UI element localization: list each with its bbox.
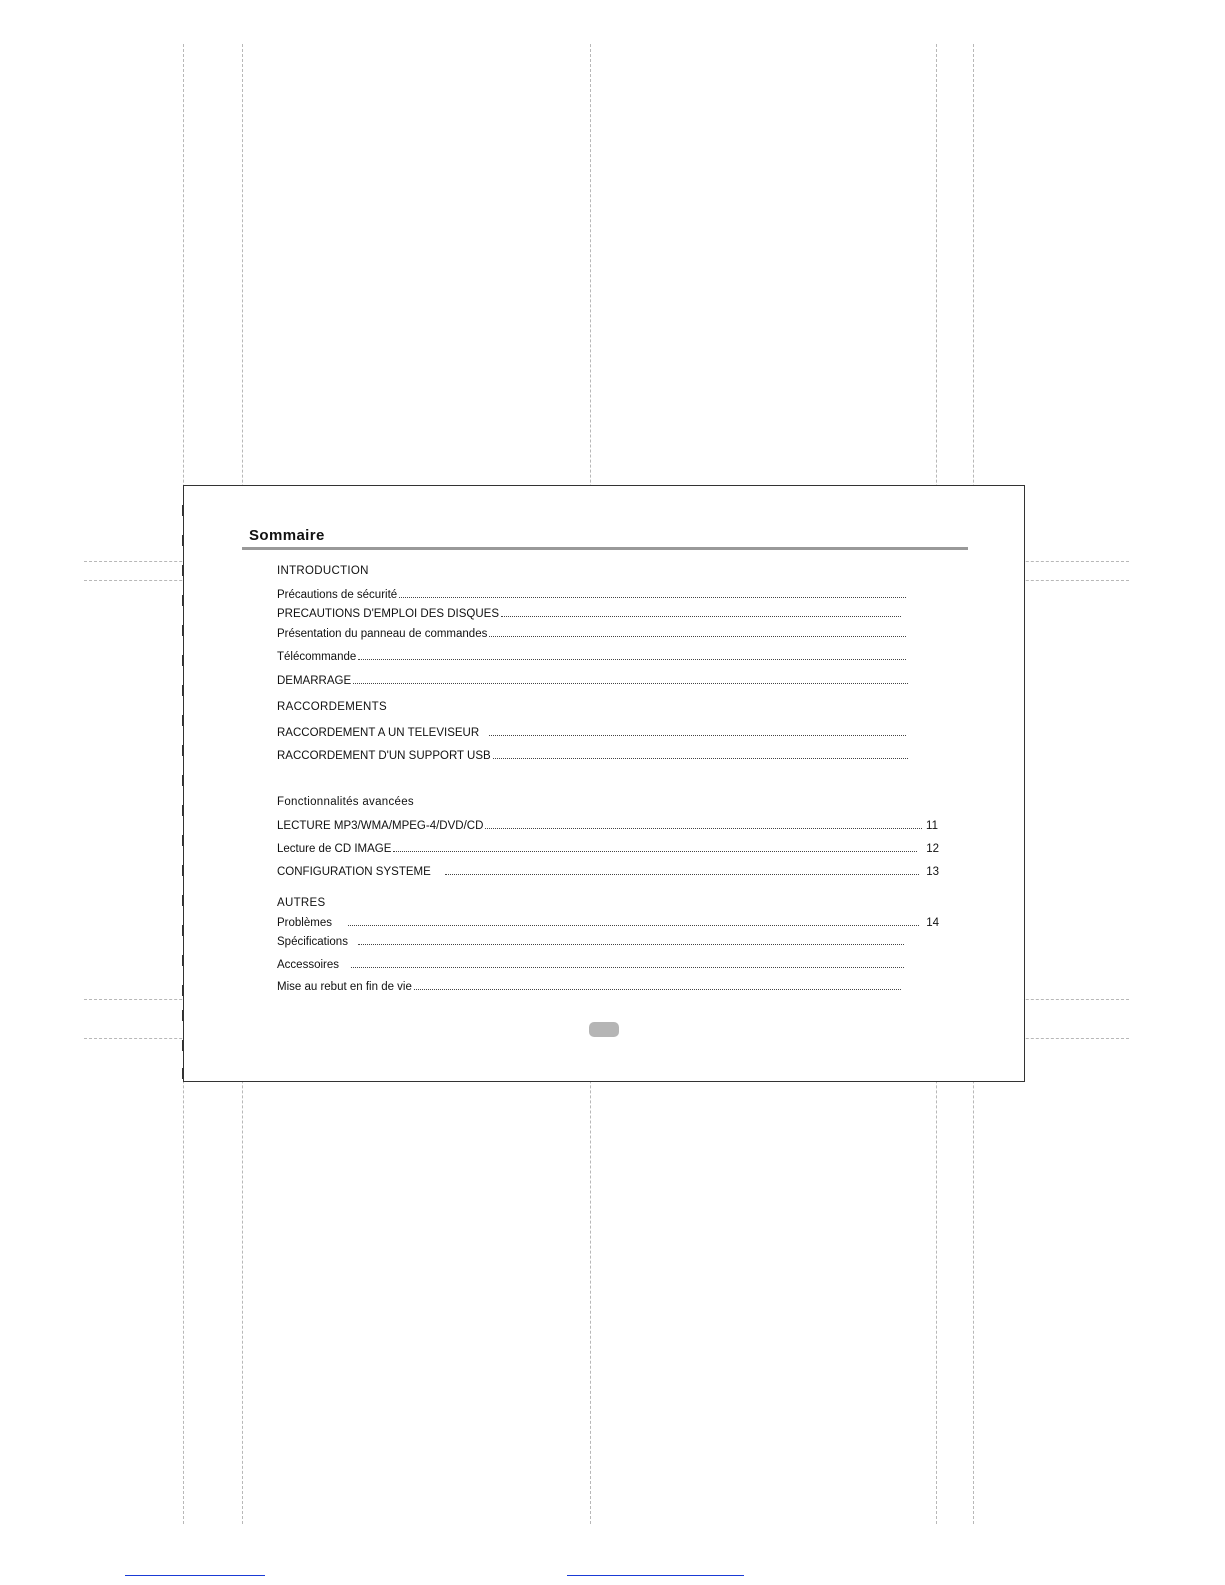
dot-leader: [393, 842, 917, 852]
toc-entry[interactable]: [277, 980, 917, 994]
dot-leader: [399, 588, 906, 598]
toc-entry[interactable]: [277, 627, 922, 641]
dot-leader: [358, 650, 906, 660]
binding-tick: [182, 715, 184, 726]
dot-leader: [445, 865, 919, 875]
footer-link-underline[interactable]: [567, 1575, 744, 1576]
toc-entry-label: Télécommande: [277, 651, 357, 663]
binding-tick: [182, 655, 184, 666]
binding-tick: [182, 625, 184, 636]
section-heading-fonctionnalites: Fonctionnalités avancées: [277, 796, 414, 808]
toc-entry-label: Précautions de sécurité: [277, 589, 398, 601]
toc-entry-label: Présentation du panneau de commandes: [277, 628, 488, 640]
footer-link-underline[interactable]: [125, 1575, 265, 1576]
toc-entry[interactable]: [277, 588, 922, 602]
binding-tick: [182, 775, 184, 786]
toc-entry-label: Spécifications: [277, 936, 348, 948]
binding-tick: [182, 955, 184, 966]
toc-entry[interactable]: [277, 935, 920, 949]
toc-entry-label: RACCORDEMENT A UN TELEVISEUR: [277, 727, 480, 739]
binding-tick: [182, 925, 184, 936]
section-heading-raccordements: RACCORDEMENTS: [277, 701, 387, 713]
dot-leader: [489, 726, 906, 736]
toc-entry[interactable]: [277, 916, 939, 930]
toc-entry-page: 12: [926, 843, 939, 855]
dot-leader: [501, 607, 901, 617]
dot-leader: [353, 674, 908, 684]
binding-tick: [182, 535, 184, 546]
binding-tick: [182, 1068, 184, 1079]
dot-leader: [485, 819, 922, 829]
toc-entry-label: PRECAUTIONS D'EMPLOI DES DISQUES: [277, 608, 500, 620]
binding-tick: [182, 505, 184, 516]
binding-tick: [182, 835, 184, 846]
binding-tick: [182, 1040, 184, 1051]
binding-tick: [182, 1010, 184, 1021]
dot-leader: [414, 980, 901, 990]
toc-entry[interactable]: [277, 726, 922, 740]
toc-entry[interactable]: [277, 842, 939, 856]
toc-entry-label: Lecture de CD IMAGE: [277, 843, 392, 855]
dot-leader: [489, 627, 906, 637]
dot-leader: [358, 935, 904, 945]
page-title: Sommaire: [249, 527, 325, 544]
section-heading-introduction: INTRODUCTION: [277, 565, 369, 577]
toc-entry[interactable]: [277, 607, 917, 621]
binding-tick: [182, 565, 184, 576]
toc-entry-label: Problèmes: [277, 917, 332, 929]
binding-tick: [182, 805, 184, 816]
binding-tick: [182, 745, 184, 756]
page-number-badge: [589, 1022, 619, 1037]
toc-entry[interactable]: [277, 674, 924, 688]
binding-tick: [182, 985, 184, 996]
toc-entry[interactable]: [277, 958, 920, 972]
toc-entry[interactable]: [277, 650, 922, 664]
toc-entry-label: DEMARRAGE: [277, 675, 352, 687]
toc-entry-page: 14: [926, 917, 939, 929]
toc-entry-page: 11: [926, 820, 938, 832]
dot-leader: [351, 958, 904, 968]
binding-tick: [182, 685, 184, 696]
toc-entry[interactable]: [277, 749, 924, 763]
dot-leader: [348, 916, 919, 926]
toc-entry-label: CONFIGURATION SYSTEME: [277, 866, 431, 878]
binding-tick: [182, 595, 184, 606]
toc-entry-page: 13: [926, 866, 939, 878]
toc-entry-label: RACCORDEMENT D'UN SUPPORT USB: [277, 750, 491, 762]
toc-entry-label: Accessoires: [277, 959, 339, 971]
dot-leader: [493, 749, 908, 759]
toc-entry-label: LECTURE MP3/WMA/MPEG-4/DVD/CD: [277, 820, 484, 832]
title-underline: [242, 547, 968, 550]
toc-entry[interactable]: [277, 819, 938, 833]
binding-tick: [182, 865, 184, 876]
toc-entry[interactable]: [277, 865, 939, 879]
toc-entry-label: Mise au rebut en fin de vie: [277, 981, 412, 993]
section-heading-autres: AUTRES: [277, 897, 326, 909]
binding-tick: [182, 895, 184, 906]
